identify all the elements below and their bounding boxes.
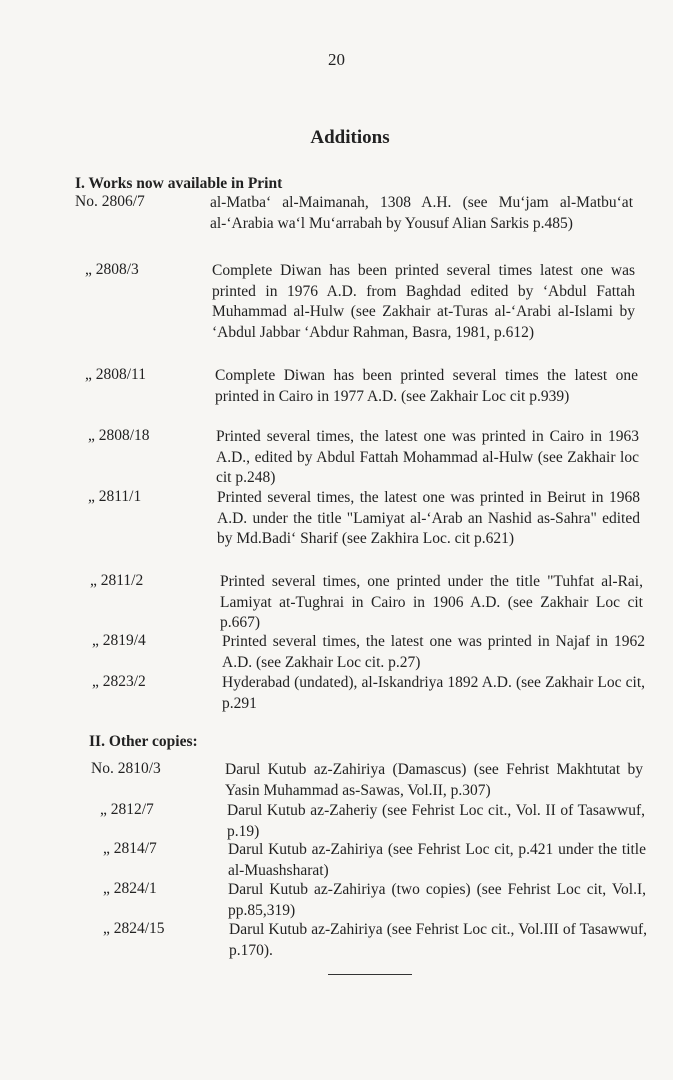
entry-number: No. 2806/7 bbox=[75, 193, 145, 210]
entry-text: Darul Kutub az-Zahiriya (see Fehrist Loc cit., Vol.III of Tasawwuf, p.170). bbox=[229, 921, 647, 959]
entry-number: „ 2811/2 bbox=[90, 572, 144, 589]
page-number: 20 bbox=[328, 50, 345, 69]
entry-number: „ 2811/1 bbox=[88, 488, 142, 505]
entry-text: Darul Kutub az-Zahiriya (see Fehrist Loc cit, p.421 under the title al-Muashsharat) bbox=[228, 841, 646, 879]
entry-number: „ 2819/4 bbox=[92, 632, 146, 649]
entry-text: Complete Diwan has been printed several times the latest one printed in Cairo in 1977 A.D. (see Zakhair Loc cit p.939) bbox=[215, 367, 638, 405]
entry-text: Darul Kutub az-Zaheriy (see Fehrist Loc cit., Vol. II of Tasawwuf, p.19) bbox=[227, 802, 645, 840]
entry-text: Complete Diwan has been printed several times latest one was printed in 1976 A.D. from Baghdad edited by ‘Abdul Fattah Muhammad al-Hulw (see Zakhair at-Turas al-‘Arabi al-Islami by ‘Abdul Jabbar ‘Abdur Rahman, Basra, 1981, p.612) bbox=[212, 262, 635, 341]
entry-text: Printed several times, one printed under the title "Tuhfat al-Rai, Lamiyat at-Tughrai in Cairo in 1906 A.D. (see Zakhair Loc cit p.667) bbox=[220, 573, 643, 632]
entry-text: Printed several times, the latest one was printed in Najaf in 1962 A.D. (see Zakhair Loc cit. p.27) bbox=[222, 633, 645, 671]
entry-text: al-Matba‘ al-Maimanah, 1308 A.H. (see Mu‘jam al-Matbu‘at al-‘Arabia wa‘l Mu‘arrabah by Yousuf Alian Sarkis p.485) bbox=[210, 194, 633, 232]
entry-text: Darul Kutub az-Zahiriya (two copies) (see Fehrist Loc cit, Vol.I, pp.85,319) bbox=[228, 881, 646, 919]
section-heading-works-in-print: I. Works now available in Print bbox=[75, 175, 283, 192]
end-divider bbox=[328, 974, 412, 975]
entry-number: „ 2824/15 bbox=[103, 920, 165, 937]
section-heading-other-copies: II. Other copies: bbox=[89, 733, 198, 750]
entry-text: Darul Kutub az-Zahiriya (Damascus) (see Fehrist Makhtutat by Yasin Muhammad as-Sawas, Vol.II, p.307) bbox=[225, 761, 643, 799]
entry-text: Printed several times, the latest one was printed in Cairo in 1963 A.D., edited by Abdul Fattah Mohammad al-Hulw (see Zakhair loc cit p.248) bbox=[216, 428, 639, 487]
entry-number: „ 2812/7 bbox=[100, 801, 154, 818]
entry-number: „ 2808/3 bbox=[85, 261, 139, 278]
entry-number: „ 2823/2 bbox=[92, 673, 146, 690]
entry-text: Printed several times, the latest one was printed in Beirut in 1968 A.D. under the title "Lamiyat al-‘Arab an Nashid as-Sahra" edited by Md.Badi‘ Sharif (see Zakhira Loc. cit p.621) bbox=[217, 489, 640, 548]
entry-number: „ 2808/18 bbox=[88, 427, 150, 444]
page-title: Additions bbox=[310, 127, 390, 148]
entry-number: „ 2814/7 bbox=[103, 840, 157, 857]
entry-number: No. 2810/3 bbox=[91, 760, 161, 777]
entry-number: „ 2824/1 bbox=[103, 880, 157, 897]
entry-text: Hyderabad (undated), al-Iskandriya 1892 A.D. (see Zakhair Loc cit, p.291 bbox=[222, 674, 645, 712]
entry-number: „ 2808/11 bbox=[85, 366, 146, 383]
